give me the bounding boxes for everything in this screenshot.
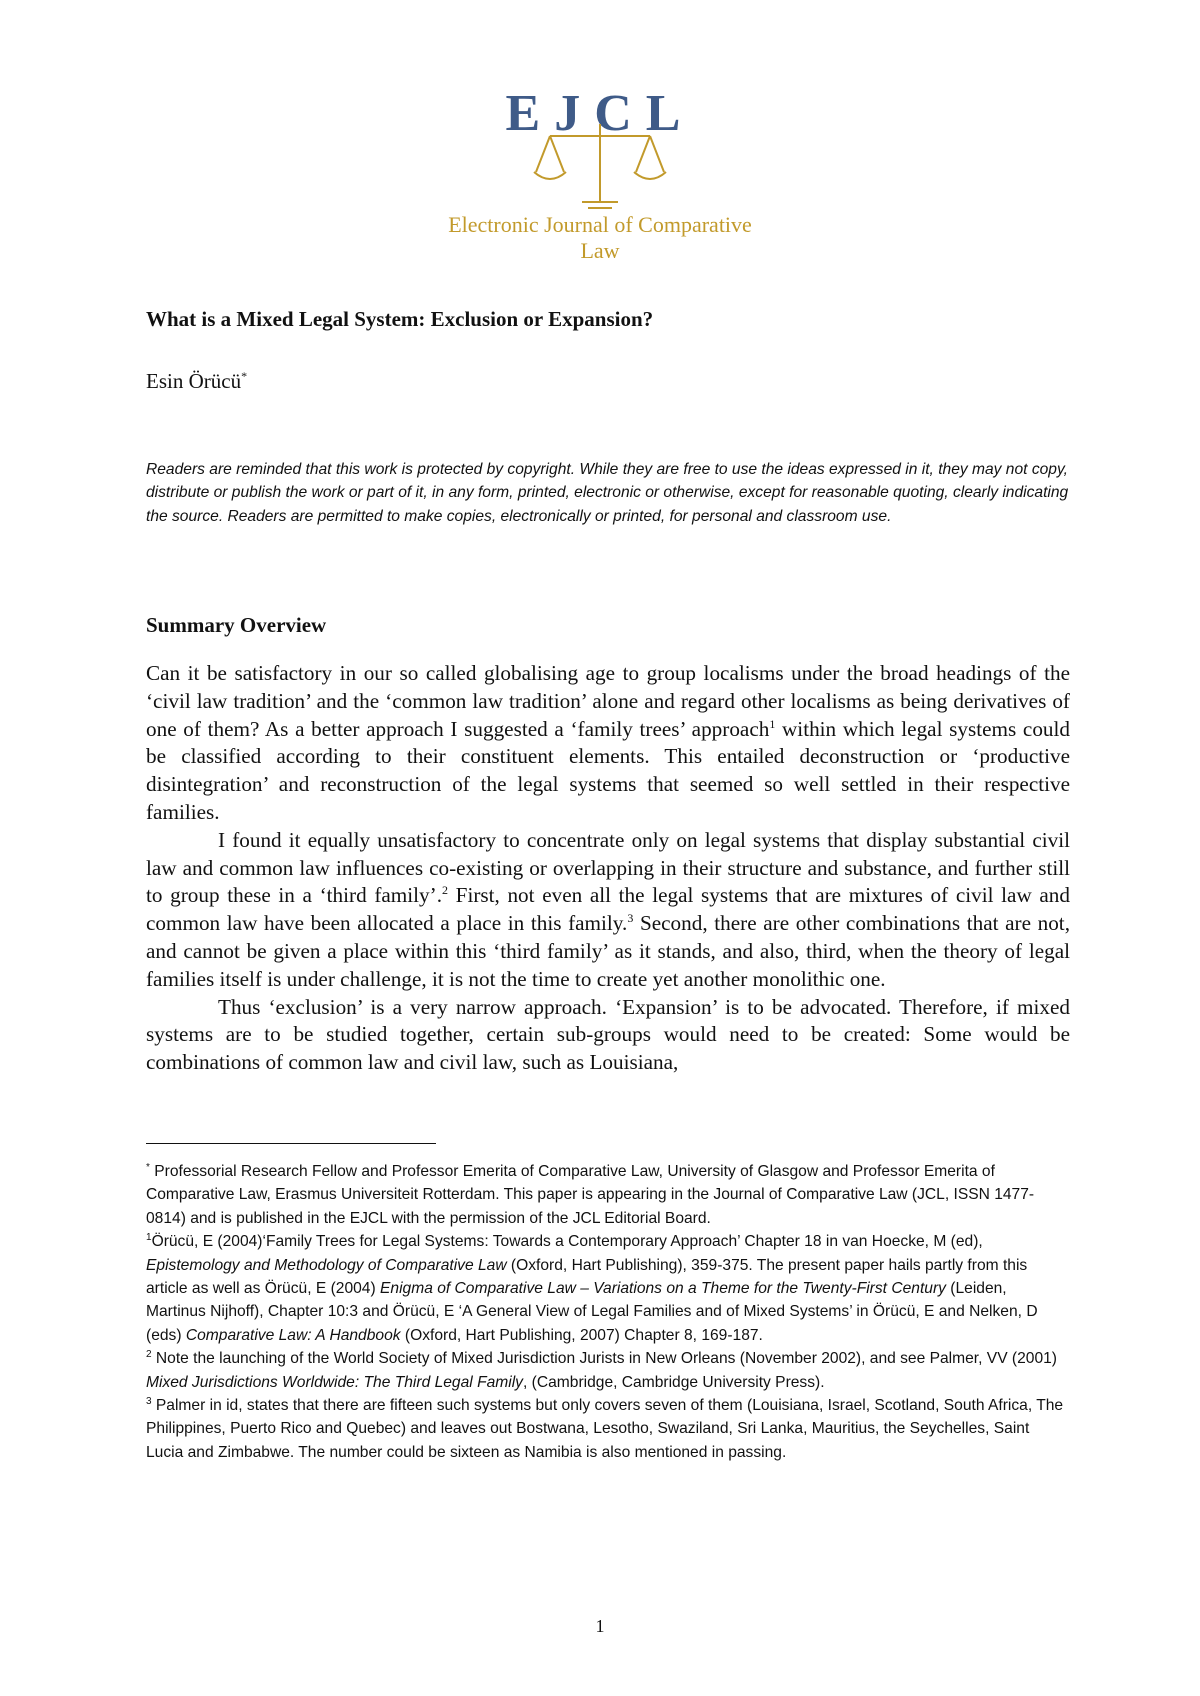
journal-logo [430,70,770,263]
footnote-1-mark: 1 [146,1232,152,1244]
scales-of-justice-icon [530,122,670,222]
footnote-2-text-a: Note the launching of the World Society of Mixed Jurisdiction Jurists in New Orleans (November 2002), and see Palmer, VV (2001) [151,1350,1058,1368]
footnotes [146,1160,1066,1464]
paragraph-2 [146,827,1070,994]
footnote-3-text: Palmer in id, states that there are fifteen such systems but only covers seven of them (Louisiana, Israel, Scotland, South Africa, The Philippines, Puerto Rico and Quebec) and leaves out Bostwana, Lesotho, Swaziland, Sri Lanka, Mauritius, the Seychelles, Saint Lucia and Zimbabwe. The number could be sixteen as Namibia is also mentioned in passing. [146,1397,1064,1461]
page-number: 1 [595,1616,605,1636]
footnote-2-mark: 2 [146,1349,152,1361]
section-heading: Summary Overview [146,613,327,637]
author-name: Esin Örücü [146,369,242,393]
footnote-3 [146,1394,1066,1464]
footnote-1-text-a: Örücü, E (2004)‘Family Trees for Legal Systems: Towards a Contemporary Approach’ Chapter 18 in van Hoecke, M (ed), [151,1233,983,1251]
paragraph-3: Thus ‘exclusion’ is a very narrow approach. ‘Expansion’ is to be advocated. Therefore, if mixed systems are to be studied together, certain sub-groups would need to be created: Some would be combinations of common law and civil law, such as Louisiana, [146,994,1070,1075]
footnote-2 [146,1347,1066,1394]
footnote-1 [146,1230,1066,1347]
paragraph-2-text-c: Second, there are other combinations that are not, and cannot be given a place within this ‘third family’ as it stands, and also, third, when the theory of legal families itself is under challenge, it is not the time to create yet another monolithic one. [146,911,1070,991]
footnote-1-text-g: (Oxford, Hart Publishing, 2007) Chapter 8, 169-187. [400,1326,763,1344]
logo-subtitle: Electronic Journal of Comparative Law [448,212,752,263]
copyright-notice: Readers are reminded that this work is protected by copyright. While they are free to use the ideas expressed in it, they may not copy, distribute or publish the work or part of it, in any form, printed, electronic or otherwise, except for reasonable quoting, clearly indicating the source. Readers are permitted to make copies, electronically or printed, for personal and classroom use. [146,461,1069,525]
paragraph-2-text-a: I found it equally unsatisfactory to concentrate only on legal systems that display substantial civil law and common law influences co-existing or overlapping in their structure and substance, and further still to group these in a ‘third family’. [146,827,1070,908]
paragraph-2-text-b: First, not even all the legal systems that are mixtures of civil law and common law have been allocated a place in this family. [146,883,1070,936]
footnote-1-title-b: Epistemology and Methodology of Comparative Law [146,1256,507,1274]
author-footnote-mark: * [241,369,248,383]
paragraph-1-text-b: within which legal systems could be classified according to their constituent elements. This entailed deconstruction or ‘productive disintegration’ and reconstruction of the legal systems that seemed so well settled in their respective families. [146,716,1070,824]
footnote-ref-3: 3 [627,911,634,926]
footnote-3-mark: 3 [146,1395,152,1407]
footnote-1-title-f: Comparative Law: A Handbook [185,1326,401,1344]
footnote-1-text-c: (Oxford, Hart Publishing), 359-375. The present paper hails partly from this article as well as Örücü, E (2004) [146,1256,1028,1298]
paragraph-1-text-a: Can it be satisfactory in our so called globalising age to group localisms under the broad headings of the ‘civil law tradition’ and the ‘common law tradition’ alone and regard other localisms as being derivatives of one of them? As a better approach I suggested a ‘family trees’ approach [146,661,1070,741]
footnote-2-text-c: , (Cambridge, Cambridge University Press). [522,1373,825,1391]
footnote-star [146,1160,1066,1230]
footnote-1-title-d: Enigma of Comparative Law – Variations on a Theme for the Twenty-First Century [380,1280,946,1298]
author-line [146,369,247,394]
footnote-star-mark: * [146,1161,150,1173]
footnote-ref-1: 1 [769,716,776,731]
footnote-2-title-b: Mixed Jurisdictions Worldwide: The Third Legal Family [146,1373,523,1391]
footnote-ref-2: 2 [442,883,448,898]
footnote-1-text-e: (Leiden, Martinus Nijhoff), Chapter 10:3 and Örücü, E ‘A General View of Legal Families and of Mixed Systems’ in Örücü, E and Nelken, D (eds) [146,1280,1038,1344]
paragraph-1 [146,660,1070,827]
footnote-star-text: Professorial Research Fellow and Professor Emerita of Comparative Law, University of Glasgow and Professor Emerita of Comparative Law, Erasmus Universiteit Rotterdam. This paper is appearing in the Journal of Comparative Law (JCL, ISSN 1477-0814) and is published in the EJCL with the permission of the JCL Editorial Board. [146,1163,1035,1227]
paper-title: What is a Mixed Legal System: Exclusion or Expansion? [146,307,654,331]
footnote-separator [146,1143,436,1144]
body-text [146,660,1070,1077]
logo-letters: EJCL [505,85,695,142]
